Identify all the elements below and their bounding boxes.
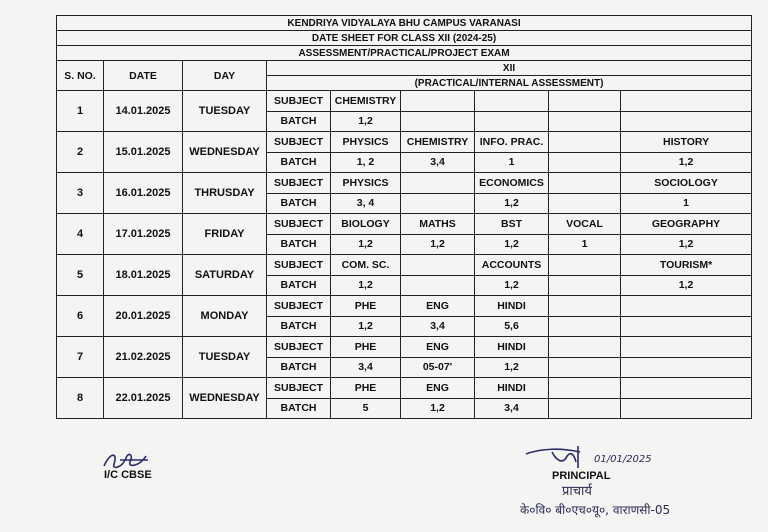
batch-cell: 1,2 xyxy=(401,398,475,419)
row-day: WEDNESDAY xyxy=(183,378,267,419)
row-sno: 7 xyxy=(57,337,104,378)
subject-cell: CHEMISTRY xyxy=(401,132,475,153)
batch-label: BATCH xyxy=(267,357,331,378)
subject-cell xyxy=(475,91,549,112)
row-day: MONDAY xyxy=(183,296,267,337)
subject-row xyxy=(57,378,752,399)
row-sno: 3 xyxy=(57,173,104,214)
subject-label: SUBJECT xyxy=(267,132,331,153)
subject-cell: ENG xyxy=(401,296,475,317)
subject-cell xyxy=(549,255,621,276)
batch-label: BATCH xyxy=(267,111,331,132)
batch-cell xyxy=(401,111,475,132)
batch-cell xyxy=(549,193,621,214)
batch-cell xyxy=(621,398,752,419)
subject-cell: HISTORY xyxy=(621,132,752,153)
col-header-date: DATE xyxy=(104,61,183,91)
batch-cell: 1,2 xyxy=(621,234,752,255)
subject-cell: HINDI xyxy=(475,378,549,399)
batch-cell: 1 xyxy=(621,193,752,214)
ic-cbse-label: I/C CBSE xyxy=(104,469,152,481)
batch-cell: 1 xyxy=(475,152,549,173)
row-day: THRUSDAY xyxy=(183,173,267,214)
row-date: 17.01.2025 xyxy=(104,214,183,255)
col-header-day: DAY xyxy=(183,61,267,91)
subject-row xyxy=(57,255,752,276)
subject-cell: PHE xyxy=(331,378,401,399)
subject-cell: PHYSICS xyxy=(331,173,401,194)
subject-label: SUBJECT xyxy=(267,255,331,276)
batch-cell: 1,2 xyxy=(475,357,549,378)
subject-row xyxy=(57,91,752,112)
row-date: 21.02.2025 xyxy=(104,337,183,378)
subject-label: SUBJECT xyxy=(267,337,331,358)
subject-cell: COM. SC. xyxy=(331,255,401,276)
subject-cell: MATHS xyxy=(401,214,475,235)
batch-cell xyxy=(621,357,752,378)
batch-cell xyxy=(549,316,621,337)
subject-cell: ECONOMICS xyxy=(475,173,549,194)
batch-cell xyxy=(621,316,752,337)
row-sno: 2 xyxy=(57,132,104,173)
signature-date-scrawl: 01/01/2025 xyxy=(594,454,652,465)
row-sno: 4 xyxy=(57,214,104,255)
batch-cell: 1,2 xyxy=(475,234,549,255)
subject-cell xyxy=(621,91,752,112)
batch-label: BATCH xyxy=(267,398,331,419)
subject-cell xyxy=(401,91,475,112)
subject-cell xyxy=(549,296,621,317)
date-sheet-table xyxy=(56,15,752,419)
batch-cell: 1,2 xyxy=(401,234,475,255)
principal-label: PRINCIPAL xyxy=(552,470,611,482)
row-day: TUESDAY xyxy=(183,91,267,132)
batch-cell: 1,2 xyxy=(621,275,752,296)
subject-cell xyxy=(549,173,621,194)
batch-label: BATCH xyxy=(267,193,331,214)
batch-cell xyxy=(549,111,621,132)
row-day: TUESDAY xyxy=(183,337,267,378)
subject-cell: PHE xyxy=(331,296,401,317)
col-header-assessment: (PRACTICAL/INTERNAL ASSESSMENT) xyxy=(267,76,752,91)
batch-cell: 3,4 xyxy=(401,152,475,173)
subject-row xyxy=(57,173,752,194)
subject-cell xyxy=(401,173,475,194)
col-header-class: XII xyxy=(267,61,752,76)
subject-cell: CHEMISTRY xyxy=(331,91,401,112)
school-stamp-hindi: के०वि० बी०एच०यू०, वाराणसी-05 xyxy=(520,503,671,517)
subject-cell: BIOLOGY xyxy=(331,214,401,235)
subject-cell xyxy=(549,378,621,399)
subject-cell: HINDI xyxy=(475,337,549,358)
row-date: 22.01.2025 xyxy=(104,378,183,419)
subject-cell: PHE xyxy=(331,337,401,358)
subject-cell: ENG xyxy=(401,378,475,399)
subject-label: SUBJECT xyxy=(267,214,331,235)
subject-cell xyxy=(621,296,752,317)
batch-cell: 1,2 xyxy=(475,193,549,214)
subject-cell xyxy=(621,337,752,358)
subject-cell xyxy=(621,378,752,399)
batch-cell: 3,4 xyxy=(475,398,549,419)
batch-cell: 1,2 xyxy=(331,111,401,132)
row-date: 14.01.2025 xyxy=(104,91,183,132)
batch-cell: 1,2 xyxy=(331,316,401,337)
batch-cell xyxy=(549,152,621,173)
batch-cell: 3,4 xyxy=(401,316,475,337)
subject-cell: VOCAL xyxy=(549,214,621,235)
principal-hindi-label: प्राचार्य xyxy=(562,484,592,499)
batch-cell xyxy=(621,111,752,132)
batch-cell: 1,2 xyxy=(331,234,401,255)
subject-cell: ENG xyxy=(401,337,475,358)
col-header-sno: S. NO. xyxy=(57,61,104,91)
batch-label: BATCH xyxy=(267,152,331,173)
row-sno: 6 xyxy=(57,296,104,337)
batch-cell: 1,2 xyxy=(475,275,549,296)
subject-cell xyxy=(549,91,621,112)
subject-cell: TOURISM* xyxy=(621,255,752,276)
batch-label: BATCH xyxy=(267,275,331,296)
row-day: WEDNESDAY xyxy=(183,132,267,173)
row-date: 18.01.2025 xyxy=(104,255,183,296)
batch-cell: 1 xyxy=(549,234,621,255)
subject-row xyxy=(57,296,752,317)
batch-cell xyxy=(549,398,621,419)
subject-cell: PHYSICS xyxy=(331,132,401,153)
row-date: 16.01.2025 xyxy=(104,173,183,214)
subject-row xyxy=(57,132,752,153)
batch-cell xyxy=(549,357,621,378)
subject-cell: ACCOUNTS xyxy=(475,255,549,276)
row-sno: 8 xyxy=(57,378,104,419)
subject-cell xyxy=(549,132,621,153)
subject-cell xyxy=(549,337,621,358)
batch-cell: 05-07' xyxy=(401,357,475,378)
batch-label: BATCH xyxy=(267,234,331,255)
row-sno: 1 xyxy=(57,91,104,132)
subject-label: SUBJECT xyxy=(267,378,331,399)
batch-cell xyxy=(401,275,475,296)
row-date: 20.01.2025 xyxy=(104,296,183,337)
row-sno: 5 xyxy=(57,255,104,296)
batch-cell: 3, 4 xyxy=(331,193,401,214)
subject-cell xyxy=(401,255,475,276)
subject-label: SUBJECT xyxy=(267,91,331,112)
row-day: SATURDAY xyxy=(183,255,267,296)
sheet-subtitle: ASSESSMENT/PRACTICAL/PROJECT EXAM xyxy=(57,46,752,61)
subject-row xyxy=(57,214,752,235)
subject-cell: GEOGRAPHY xyxy=(621,214,752,235)
batch-cell: 1,2 xyxy=(621,152,752,173)
batch-cell: 5,6 xyxy=(475,316,549,337)
school-name: KENDRIYA VIDYALAYA BHU CAMPUS VARANASI xyxy=(57,16,752,31)
subject-label: SUBJECT xyxy=(267,173,331,194)
sheet-title: DATE SHEET FOR CLASS XII (2024-25) xyxy=(57,31,752,46)
subject-row xyxy=(57,337,752,358)
batch-cell: 1,2 xyxy=(331,275,401,296)
batch-label: BATCH xyxy=(267,316,331,337)
row-day: FRIDAY xyxy=(183,214,267,255)
batch-cell xyxy=(549,275,621,296)
subject-label: SUBJECT xyxy=(267,296,331,317)
subject-cell: BST xyxy=(475,214,549,235)
batch-cell: 1, 2 xyxy=(331,152,401,173)
row-date: 15.01.2025 xyxy=(104,132,183,173)
batch-cell: 3,4 xyxy=(331,357,401,378)
subject-cell: SOCIOLOGY xyxy=(621,173,752,194)
batch-cell: 5 xyxy=(331,398,401,419)
batch-cell xyxy=(475,111,549,132)
subject-cell: INFO. PRAC. xyxy=(475,132,549,153)
batch-cell xyxy=(401,193,475,214)
subject-cell: HINDI xyxy=(475,296,549,317)
